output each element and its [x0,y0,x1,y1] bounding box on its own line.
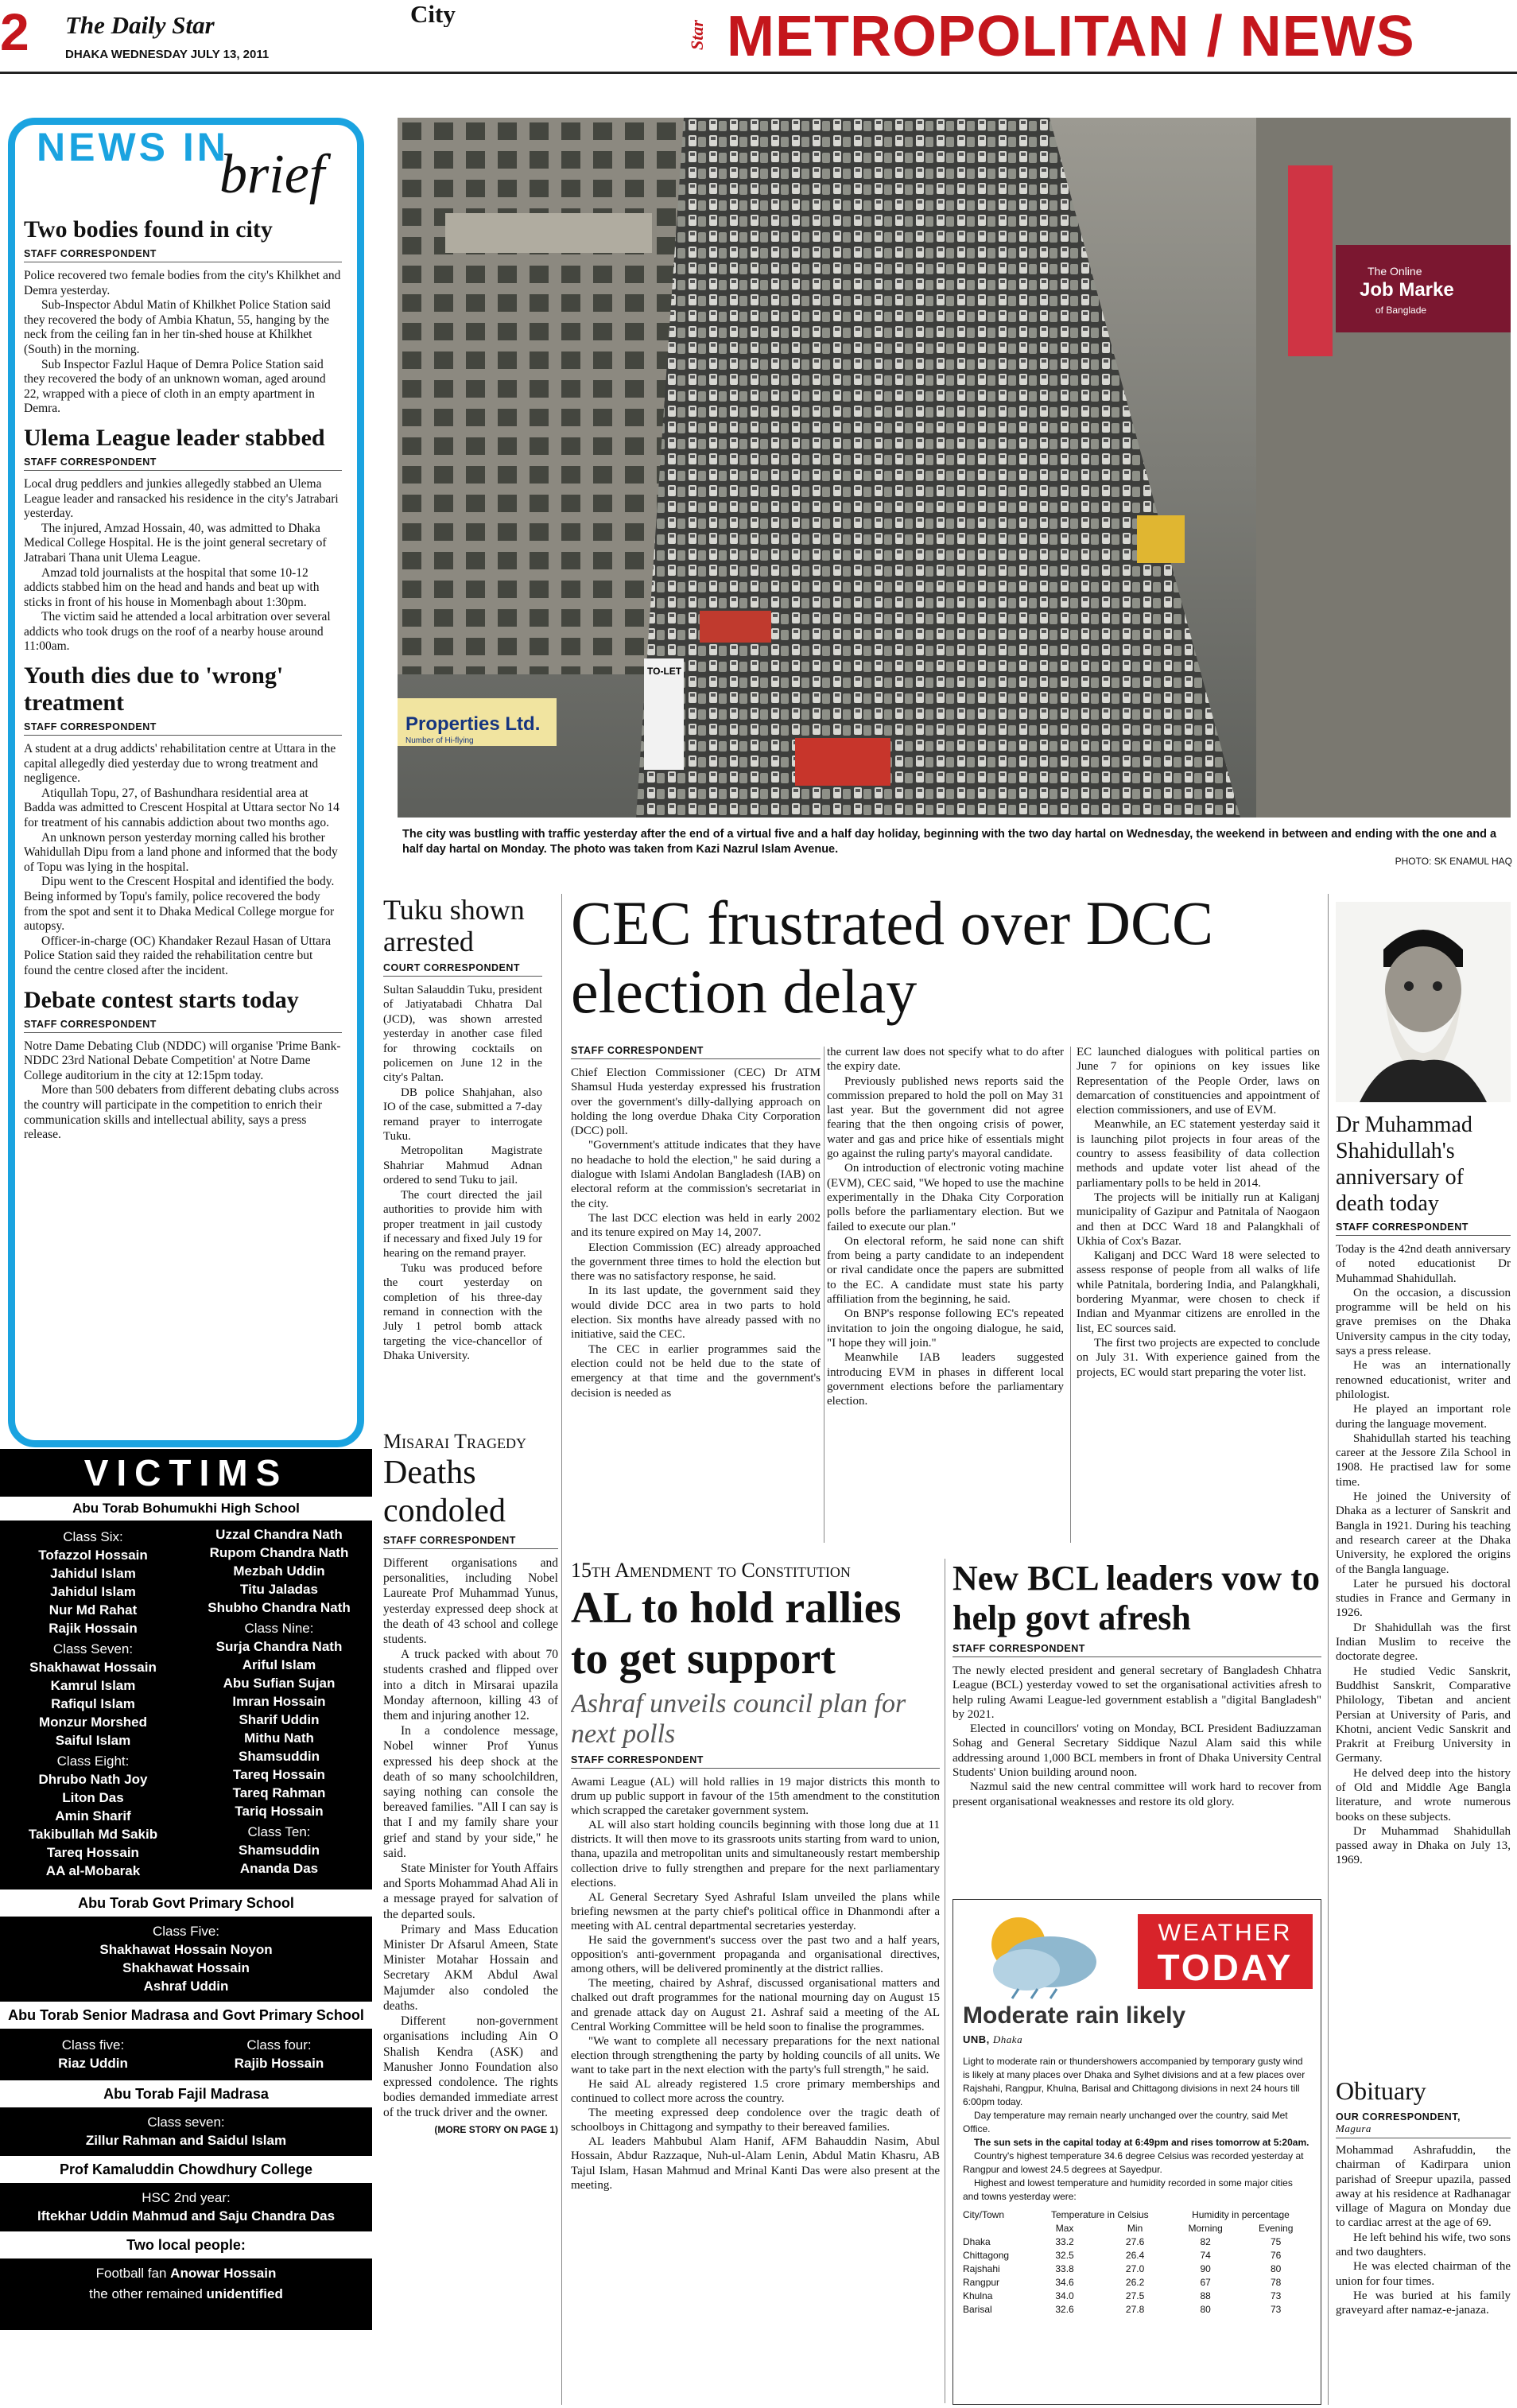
obituary-body [1336,2143,1511,2318]
byline [963,2033,1311,2049]
victim-name: Shakhawat Hossain [29,1660,157,1675]
table-cell: 27.0 [1125,2263,1145,2274]
table-subheader: Max [1055,2223,1074,2234]
victims-right-column [186,1524,372,1879]
brief-label: brief [219,144,325,205]
table-row [963,2290,1311,2303]
brief-paragraph: The victim said he attended a local arbitration over several addicts who took drugs on the roof of a nearby house around 11:00am. [24,610,331,654]
table-cell: 74 [1200,2250,1211,2261]
traffic-photo-illustration [398,118,1511,818]
shahidullah-headline: Dr Muhammad Shahidullah's anniversary of death today [1336,1113,1472,1216]
brief-paragraph: A student at a drug addicts' rehabilitation centre at Uttara in the capital allegedly died yesterday due to wrong treatment and negligence. [24,742,336,786]
table-header: Temperature in Celsius [1050,2209,1149,2220]
victim-grade: Class Ten: [247,1824,311,1839]
victim-name: Shakhawat Hossain Noyon [99,1942,273,1957]
byline: STAFF CORRESPONDENT [24,456,342,471]
brief-paragraph: Police recovered two female bodies from the city's Khilkhet and Demra yesterday. [24,269,341,297]
paragraph: On the occasion, a discussion programme will be held on his grave premises on the Dhaka University campus in the city today, says a press release. [1336,1286,1511,1358]
table-cell: Barisal [963,2304,992,2315]
table-cell: 34.6 [1055,2277,1074,2288]
table-subheader: Evening [1259,2223,1294,2234]
paragraph: He joined the University of Dhaka as a lecturer of Sanskrit and Bangla in 1921. During his teaching and research career at the Dhaka University, he explored the origins of the Bangla language. [1336,1490,1511,1576]
table-row [963,2262,1311,2276]
victim-name: Jahidul Islam [50,1584,136,1599]
brief-paragraph: Dipu went to the Crescent Hospital and identified the body. Being informed by Topu's family, police recovered the body from the spot and sent it to Dhaka Medical College morgue for autopsy. [24,875,335,934]
paragraph: "We want to complete all necessary preparations for the next national election through strengthening the party by holding councils of all units. We want to take part in the next election with the party's full strength," he said. [571,2034,940,2076]
byline-place: Dhaka [992,2033,1023,2045]
school-5-names [0,2183,372,2231]
paragraph: AL leaders Mahbubul Alam Hanif, AFM Bahauddin Nasim, Abul Hossain, Abdur Razzaque, Nuh-ul-Alam Lenin, Abdul Matin Khasru, AB Tajul Islam, Hasan Mahmud and Mrinal Kanti Das were also present at the meeting. [571,2135,940,2192]
school-2-names [0,1917,372,2002]
paragraph: He studied Vedic Sanskrit, Buddhist Sanskrit, Comparative Philology, Tibetan and ancient Persian at University of Paris, and Khotni, ancient Vedic Sanskrit and Prakrit at Freiburg University in Germany. [1336,1664,1511,1765]
shahidullah-article [1336,1112,1511,2082]
table-cell: 32.6 [1055,2304,1074,2315]
table-row [963,2235,1311,2249]
obituary-headline: Obituary [1336,2076,1426,2105]
paragraph: the current law does not specify what to do after the expiry date. [827,1046,1064,1074]
table-cell: 73 [1271,2290,1282,2301]
bcl-body [952,1664,1321,1809]
victim-name: Titu Jaladas [240,1582,318,1597]
brief-paragraph: Officer-in-charge (OC) Khandaker Rezaul Hasan of Uttara Police Station said they raided the rehabilitation centre but found the centre closed after the incident. [24,934,332,977]
weather-para: Highest and lowest temperature and humidity recorded in some major cities and towns yesterday were: [963,2177,1293,2202]
victims-box [0,1449,372,2408]
table-cell: 34.0 [1055,2290,1074,2301]
paragraph: Different non-government organisations including Ain O Shalish Kendra (ASK) and Manusher Jonno Foundation also expressed condolence. The rights bodies demanded immediate arrest of the truck driver and the owner. [383,2014,558,2120]
paragraph: Later he pursued his doctoral studies in France and Germany in 1926. [1336,1577,1511,1620]
table-cell: 88 [1200,2290,1211,2301]
table-cell: 27.6 [1125,2236,1145,2247]
paragraph: In a condolence message, Nobel winner Prof Yunus expressed his deep shock at the death of so many schoolchildren, saying nothing can console the bereaved families. "All I can say is that I and my family share your grief and stand by your side," he said. [383,1724,558,1860]
victim-name: Ashraf Uddin [143,1979,229,1994]
brief-paragraph: Notre Dame Debating Club (NDDC) will organise 'Prime Bank-NDDC 23rd National Debate Competition' at Notre Dame College auditorium in the city at 12:15pm today. [24,1039,341,1082]
weather-today-badge [1138,1914,1313,1989]
school-5: Prof Kamaluddin Chowdhury College [0,2156,372,2183]
weather-para: The sun sets in the capital today at 6:49pm and rises tomorrow at 5:20am. [974,2137,1309,2148]
paragraph: A truck packed with about 70 students crashed and flipped over into a ditch in Mirsarai upazila Monday afternoon, killing 43 of them and injuring another 12. [383,1648,558,1723]
column-rule [561,894,562,2405]
victim-grade: Class Seven: [52,1641,134,1656]
victim-name: Shamsuddin [238,1843,320,1858]
paragraph: Today is the 42nd death anniversary of noted educationist Dr Muhammad Shahidullah. [1336,1243,1511,1285]
paragraph: Previously published news reports said the commission prepared to hold the poll on May 31 last year. But the government did not agree fearing that the then ongoing crisis of power, water and gas and price hike of essentials might go against the ruling party's mayoral candidate. [827,1074,1064,1161]
victim-name: Anowar Hossain [170,2266,277,2281]
paragraph: He said AL already registered 1.5 crore primary memberships and continued to collect more across the country. [571,2077,940,2106]
victim-name: Ariful Islam [242,1657,316,1672]
paragraph: AL General Secretary Syed Ashraful Islam unveiled the plans while briefing newsmen at the party chief's political office in Dhanmondi after a meeting with AL central departmental secretaries yesterday. [571,1890,940,1932]
paragraph: State Minister for Youth Affairs and Sports Mohammad Ahad Ali in a message prayed for salvation of the departed souls. [383,1862,558,1921]
al-article [571,1559,940,2406]
weather-headline: Moderate rain likely [963,2002,1186,2029]
photo-credit: PHOTO: SK ENAMUL HAQ [1395,856,1512,867]
victim-name: Shamsuddin [238,1749,320,1764]
table-cell: Khulna [963,2290,993,2301]
victim-name: Tofazzol Hossain [38,1548,148,1563]
paragraph: On introduction of electronic voting machine (EVM), CEC said, "We hoped to use the machine experimentally in the Dhaka City Corporation polls before the parliamentary election. But we failed to execute our plan." [827,1162,1064,1233]
table-row [963,2303,1311,2317]
paragraph: Metropolitan Magistrate Shahriar Mahmud Adnan ordered to send Tuku to jail. [383,1144,542,1187]
victim-grade: Class seven: [147,2115,225,2130]
table-cell: 80 [1200,2304,1211,2315]
byline: STAFF CORRESPONDENT [571,1045,821,1059]
victim-name: Tareq Rahman [232,1785,326,1800]
victim-note: the other remained [89,2286,207,2301]
victim-name: Rajik Hossain [48,1621,138,1636]
paragraph: The court directed the jail authorities to provide him with proper treatment in jail custody if necessary and fixed July 19 for hearing on the remand prayer. [383,1188,542,1260]
paragraph: He was elected chairman of the union for four times. [1336,2260,1511,2288]
brief-paragraph: An unknown person yesterday morning called his brother Wahidullah Dipu from a land phone and informed that the body of Topu was lying in the hospital. [24,830,338,874]
brief-paragraph: Local drug peddlers and junkies allegedly stabbed an Ulema League leader and ransacked his residence in the city's Jatrabari yesterday. [24,476,339,521]
victim-name: Mithu Nath [244,1730,314,1746]
paragraph: Mohammad Ashrafuddin, the chairman of Kadirpara union parishad of Sreepur upazila, passed away at his residence at Radhanagar village of Magura on Monday due to cardiac arrest at the age of 69. [1336,2144,1511,2230]
cec-col-2 [827,1045,1064,1554]
table-row [963,2276,1311,2290]
billboard-text: Number of Hi-flying [405,736,474,745]
al-headline: AL to hold rallies to get support [571,1583,902,1684]
masthead-rule [0,72,1517,74]
paragraph: He delved deep into the history of Old and Middle Age Bangla literature, and wrote numerous books on these subjects. [1336,1766,1511,1823]
school-1: Abu Torab Bohumukhi High School [0,1497,372,1521]
victim-name: Dhrubo Nath Joy [38,1772,148,1787]
billboard-text: TO-LET [647,666,682,677]
tuku-body [383,983,542,1364]
paragraph: Sultan Salauddin Tuku, president of Jatiyatabadi Chhatra Dal (JCD), was shown arrested yesterday in another case filed for throwing cocktails on policemen on June 12 in the city's Paltan. [383,984,542,1085]
paragraph: Awami League (AL) will hold rallies in 19 major districts this month to drum up public support in favour of the 15th amendment to the constitution which scrapped the caretaker government system. [571,1776,940,1818]
paragraph: Shahidullah started his teaching career at the Jessore Zila School in 1908. He practised law for some time. [1336,1431,1511,1489]
cec-col-3 [1077,1045,1320,1554]
paragraph: On BNP's response following EC's repeated invitation to join the ongoing dialogue, he said, "I hope they will join." [827,1307,1064,1350]
victim-grade: HSC 2nd year: [142,2190,231,2205]
more-story-link[interactable]: (MORE STORY ON PAGE 1) [434,2123,558,2135]
paragraph: Tuku was produced before the court yesterday on completion of his three-day remand in connection with the July 1 petrol bomb attack targeting the vice-chancellor of Dhaka University. [383,1261,542,1363]
byline: STAFF CORRESPONDENT [383,1535,558,1549]
star-logo: Star [687,20,707,50]
school-4-names [0,2107,372,2156]
victim-name: unidentified [206,2286,283,2301]
table-header: City/Town [963,2209,1005,2220]
page-number: 2 [0,2,29,61]
byline: STAFF CORRESPONDENT [24,248,342,262]
paragraph: Chief Election Commissioner (CEC) Dr ATM Shamsul Huda yesterday expressed his frustration over the government's dilly-dallying approach on holding the long overdue Dhaka City Corporation (DCC) poll. [571,1066,821,1138]
paragraph: Different organisations and personalities, including Nobel Laureate Prof Muhammad Yunus, yesterday expressed deep shock at the death of 43 school and college students. [383,1556,558,1647]
victim-name: Zillur Rahman and Saidul Islam [85,2133,287,2148]
byline-agency: UNB, [963,2033,990,2045]
victims-left-column [0,1524,186,1882]
school-6-names [0,2258,372,2330]
school-3: Abu Torab Senior Madrasa and Govt Primary School [0,2002,372,2029]
section-title: METROPOLITAN / NEWS [727,5,1415,68]
billboard-text: of Banglade [1375,305,1427,316]
table-cell: 90 [1200,2263,1211,2274]
bcl-headline: New BCL leaders vow to help govt afresh [952,1559,1320,1637]
traffic-photo [398,118,1511,818]
paragraph: He was an internationally renowned educationist, writer and philologist. [1336,1359,1511,1401]
brief-headline: Two bodies found in city [24,216,273,243]
weather-box [952,1899,1321,2405]
paragraph: The first two projects are expected to conclude on July 31. With experience gained from the projects, EC would start preparing the voter list. [1077,1336,1320,1379]
victim-name: Sharif Uddin [239,1712,320,1727]
table-cell: Rangpur [963,2277,1000,2288]
table-cell: 73 [1271,2304,1282,2315]
table-cell: 82 [1200,2236,1211,2247]
victim-name: Saiful Islam [55,1733,131,1748]
table-cell: Chittagong [963,2250,1010,2261]
table-subheader: Morning [1188,2223,1223,2234]
photo-caption: The city was bustling with traffic yesterday after the end of a virtual five and a half day holiday, beginning with the two day hartal on Wednesday, the weekend in between and ending with the one and a half day hartal on Monday. The photo was taken from Kazi Nazrul Islam Avenue. [402,828,1497,856]
victim-name: Shubho Chandra Nath [208,1600,351,1615]
victim-grade: Class four: [246,2037,312,2053]
dateline: DHAKA WEDNESDAY JULY 13, 2011 [65,48,270,61]
weather-text [963,2055,1311,2204]
byline-place: Magura [1336,2123,1372,2134]
victim-grade: Class five: [61,2037,125,2053]
column-rule [1070,1047,1071,1543]
victim-name: Rajib Hossain [234,2056,324,2071]
paragraph: He left behind his wife, two sons and two daughters. [1336,2231,1511,2259]
weather-para: Country's highest temperature 34.6 degree Celsius was recorded yesterday at Rangpur and lowest 24.5 degrees at Sayedpur. [963,2150,1304,2175]
table-row [963,2249,1311,2262]
news-in-brief-list [24,208,342,1417]
school-4: Abu Torab Fajil Madrasa [0,2080,372,2107]
paragraph: In its last update, the government said they would divide DCC area in two parts to hold election. Six months have already passed with no initiative, said the CEC. [571,1284,821,1342]
weather-para: Day temperature may remain nearly unchanged over the country, said Met Office. [963,2110,1288,2134]
misarai-kicker: Misarai Tragedy [383,1430,527,1453]
brief-headline: Debate contest starts today [24,986,299,1013]
shahidullah-portrait [1336,902,1511,1102]
al-subhead: Ashraf unveils council plan for next polls [571,1689,906,1749]
weather-header [963,1906,1311,2002]
victim-name: Nur Md Rahat [48,1602,138,1618]
weather-table [963,2208,1311,2317]
brief-headline: Youth dies due to 'wrong' treatment [24,662,284,717]
victim-grade: Class Six: [63,1529,123,1544]
al-body [571,1775,940,2192]
table-cell: Rajshahi [963,2263,1000,2274]
rain-cloud-icon [971,1913,1106,2000]
brief-headline: Ulema League leader stabbed [24,424,325,451]
brief-paragraph: The injured, Amzad Hossain, 40, was admitted to Dhaka Medical College Hospital. He is the joint general secretary of Jatrabari Thana unit Ulema League. [24,521,327,565]
table-cell: 76 [1271,2250,1282,2261]
paragraph: Meanwhile IAB leaders suggested introducing EVM in phases in different local government elections before the parliamentary election. [827,1351,1064,1408]
table-cell: 27.5 [1125,2290,1145,2301]
victim-name: Amin Sharif [55,1808,131,1823]
paragraph: The meeting expressed deep condolence over the tragic death of schoolboys in Chittagong and sympathy to their bereaved families. [571,2107,940,2134]
paragraph: The meeting, chaired by Ashraf, discussed organisational matters and chalked out draft programmes for the national mourning day on August 15 and grenade attack day on August 21. Ashraf said a meeting of the AL Central Working Committee will be held soon to finalise the programmes. [571,1977,940,2033]
victim-name: Tareq Hossain [233,1767,325,1782]
brief-paragraph: Sub Inspector Fazlul Haque of Demra Police Station said they recovered the body of an unknown woman, aged around 22, wrapped with a piece of cloth in an empty apartment in Demra. [24,357,326,416]
table-cell: 27.8 [1125,2304,1145,2315]
victim-grade: Class Five: [152,1924,220,1939]
weather-label: WEATHER [1158,1920,1293,1946]
byline-name: OUR CORRESPONDENT, [1336,2111,1461,2123]
billboard-text: The Online [1368,265,1422,278]
paragraph: He said the government's success over the past two and a half years, opposition's anti-government propaganda and organisational directives, among others, will be delivered prominently at the district rallies. [571,1934,940,1976]
brief-paragraph: Amzad told journalists at the hospital that some 10-12 addicts stabbed him on the head and hands and beat up with sticks in front of his house in Momenbagh about 1:30pm. [24,565,320,609]
misarai-body [383,1555,558,2121]
paragraph: On electoral reform, he said none can shift from being a party candidate to an independent or rival candidate once the papers are submitted to the EC. A candidate must state his party affiliation from the beginning, he said. [827,1234,1064,1307]
victim-name: Kamrul Islam [50,1678,136,1693]
misarai-article [383,1430,558,2408]
victim-name: Rafiqul Islam [51,1696,135,1711]
victim-name: Ananda Das [239,1861,319,1876]
paragraph: The projects will be initially run at Kaliganj municipality of Gazipur and Patnitala of Naogaon and then at DCC Ward 18 and Palangkhali of Ukhia of Cox's Bazar. [1077,1190,1320,1248]
victims-title: VICTIMS [0,1449,372,1497]
paragraph: Nazmul said the new central committee will work hard to recover from present organisational weaknesses and restore its old glory. [952,1781,1321,1808]
school-3-names [0,2029,372,2080]
victim-name: Abu Sufian Sujan [223,1676,336,1691]
school-6: Two local people: [0,2231,372,2258]
paragraph: "Government's attitude indicates that they have no headache to hold the election," he said during a dialogue with Islami Andolan Bangladesh (IAB) on electoral reform at the commission's secretariat in the city. [571,1139,821,1210]
paragraph: Kaliganj and DCC Ward 18 were selected to assess response of people from all walks of life while Patnitala, bordering India, and Palangkhali, bordering Myanmar, were chosen to check if Indian and Myanmar citizens are enrolled in the list, EC sources said. [1077,1249,1320,1335]
paper-logo: The Daily Star [65,11,215,39]
paragraph: He was buried at his family graveyard after namaz-e-janaza. [1336,2289,1511,2317]
byline: STAFF CORRESPONDENT [952,1643,1321,1657]
paragraph: Elected in councillors' voting on Monday, BCL President Badiuzzaman Sohag and General Secretary Siddique Nazul Alam said this while addressing around 1,000 BCL members in front of Dhaka University Central Students' Union building around noon. [952,1722,1321,1780]
paragraph: EC launched dialogues with political parties on June 7 for opinions on key issues like Representation of the People Order, laws on demarcation of constituencies and appointment of election commissioners, and use of EVM. [1077,1046,1320,1117]
al-kicker: 15th Amendment to Constitution [571,1559,851,1582]
victim-name: Uzzal Chandra Nath [215,1527,343,1542]
bcl-article [952,1559,1321,1893]
billboard-text: Job Marke [1360,279,1454,301]
paragraph: Election Commission (EC) already approached the government three times to hold the election but there was no satisfactory response, he said. [571,1241,821,1284]
table-cell: 75 [1271,2236,1282,2247]
victim-name: Shakhawat Hossain [122,1960,250,1975]
obituary-article [1336,2076,1511,2408]
billboard-text: Properties Ltd. [405,713,541,735]
portrait-image [1336,902,1511,1102]
victim-name: Liton Das [62,1790,124,1805]
victim-grade: Class Eight: [56,1754,130,1769]
byline: STAFF CORRESPONDENT [571,1754,940,1769]
table-header: Humidity in percentage [1192,2209,1290,2220]
school-2: Abu Torab Govt Primary School [0,1890,372,1917]
city-label: City [410,0,456,27]
tuku-headline: Tuku shown arrested [383,894,525,957]
cec-headline: CEC frustrated over DCC election delay [571,889,1214,1026]
table-cell: 32.5 [1055,2250,1074,2261]
victim-name: Surja Chandra Nath [215,1639,343,1654]
victim-name: Mezbah Uddin [233,1563,325,1579]
brief-paragraph: Atiqullah Topu, 27, of Bashundhara residential area at Badda was admitted to Crescent Hospital at Uttara sector No 14 for treatment of his cannabis addiction about two months ago. [24,786,339,830]
victim-name: Jahidul Islam [50,1566,136,1581]
paragraph: DB police Shahjahan, also IO of the case, submitted a 7-day remand prayer to interrogate Tuku. [383,1086,542,1144]
news-in-brief-header [17,119,351,208]
paragraph: Dr Shahidullah was the first Indian Muslim to receive the doctorate degree. [1336,1621,1511,1664]
news-in-label: NEWS IN [37,125,229,169]
byline: STAFF CORRESPONDENT [1336,1221,1511,1236]
cec-col-1 [571,1045,821,1554]
victim-name: AA al-Mobarak [45,1863,141,1878]
paragraph: The newly elected president and general secretary of Bangladesh Chhatra League (BCL) yesterday vowed to set the organisational activities afresh to help ruling Awami League-led government establish a "digital Bangladesh" by 2021. [952,1664,1321,1721]
table-cell: 33.8 [1055,2263,1074,2274]
victim-note: Football fan [95,2266,171,2281]
paragraph: He played an important role during the language movement. [1336,1403,1511,1431]
paragraph: The CEC in earlier programmes said the election could not be held due to the state of emergency at that time and the government's decision is needed as [571,1342,821,1400]
paragraph: Primary and Mass Education Minister Dr Afsarul Ameen, State Minister Motahar Hossain and Secretary AKM Abdul Awal Majumder also condoled the deaths. [383,1922,558,2013]
victim-name: Monzur Morshed [39,1715,147,1730]
victim-name: Iftekhar Uddin Mahmud and Saju Chandra Das [37,2208,336,2224]
tuku-article [383,894,542,1419]
victim-grade: Class Nine: [244,1621,314,1636]
byline [1336,2111,1511,2138]
victim-name: Tareq Hossain [47,1845,139,1860]
table-cell: 33.2 [1055,2236,1074,2247]
brief-paragraph: Sub-Inspector Abdul Matin of Khilkhet Police Station said they recovered the body of Ambia Khatun, 55, hanging by the neck from the ceiling fan in her tin-shed house at Khilkhet (South) in the morning. [24,298,331,356]
table-cell: 26.4 [1125,2250,1145,2261]
table-cell: 26.2 [1125,2277,1145,2288]
victim-name: Rupom Chandra Nath [209,1545,349,1560]
paragraph: AL will also start holding councils beginning with those long due at 11 districts. It will then move to its grassroots units starting from ward to union, thana, upazila and metropolitan units and simultaneously restart membership collection drive to fully strengthen and prepare for the next parliamentary elections. [571,1819,940,1890]
victim-name: Tariq Hossain [235,1804,324,1819]
paragraph: The last DCC election was held in early 2002 and its tenure expired on May 14, 2007. [571,1211,821,1240]
brief-paragraph: More than 500 debaters from different debating clubs across the country will participate in the competition to enrich their communication skills and intellectual ability, says a press release. [24,1083,339,1142]
table-cell: 67 [1200,2277,1211,2288]
paragraph: Dr Muhammad Shahidullah passed away in Dhaka on July 13, 1969. [1336,1824,1511,1867]
victim-name: Takibullah Md Sakib [28,1827,158,1842]
victim-name: Imran Hossain [232,1694,326,1709]
byline: STAFF CORRESPONDENT [24,1019,342,1033]
misarai-headline: Deaths condoled [383,1455,506,1529]
table-cell: 80 [1271,2263,1282,2274]
column-rule [1328,894,1329,2405]
weather-para: Light to moderate rain or thundershowers accompanied by temporary gusty wind is likely at many places over Dhaka and Sylhet divisions and at a few places over Rajshahi, Rangpur, Khulna, Barisal and Chittagong divisions in next 24 hours till 6:00pm today. [963,2056,1306,2107]
today-label: TODAY [1157,1947,1294,1988]
school-1-names [0,1521,372,1890]
shahidullah-body [1336,1242,1511,1868]
victim-name: Riaz Uddin [58,2056,128,2071]
table-cell: Dhaka [963,2236,991,2247]
table-subheader: Min [1127,2223,1143,2234]
table-cell: 78 [1271,2277,1282,2288]
paragraph: Meanwhile, an EC statement yesterday said it is launching pilot projects in four areas of the country to assess feasibility of data collection methods and update voter list ahead of the parliamentary polls to be held in 2014. [1077,1118,1320,1190]
byline: STAFF CORRESPONDENT [24,721,342,736]
byline: COURT CORRESPONDENT [383,962,542,977]
